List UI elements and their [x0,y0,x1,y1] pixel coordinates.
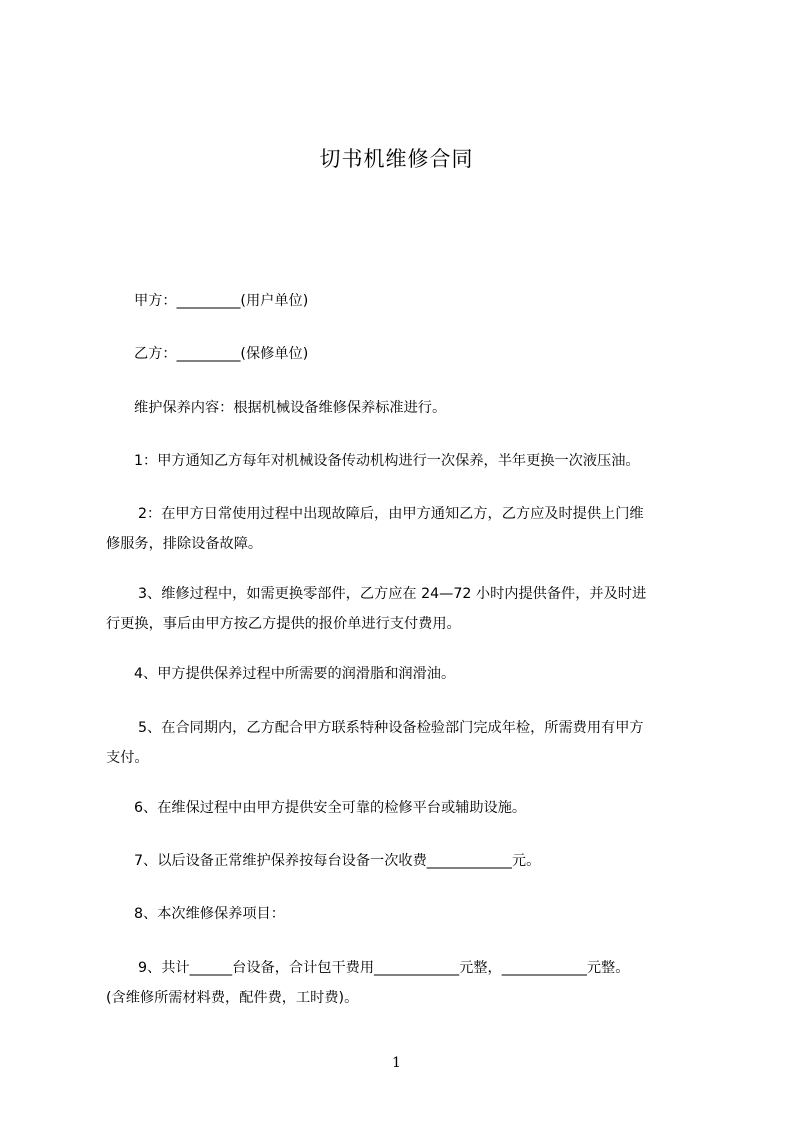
clause-7 [106,846,702,876]
content-intro [106,393,702,423]
clause-9 [106,953,702,1013]
clause-line: 3、维修过程中，如需更换零部件，乙方应在 24—72 小时内提供备件，并及时进 [138,586,647,602]
clause-line: 7、以后设备正常维护保养按每台设备一次收费____________元。 [134,853,541,869]
clause-line: 5、在合同期内，乙方配合甲方联系特种设备检验部门完成年检，所需费用有甲方 [138,720,644,736]
clause-line: 修服务，排除设备故障。 [106,536,263,552]
clause-line: 8、本次维修保养项目： [134,906,285,922]
clause-line: 6、在维保过程中由甲方提供安全可靠的检修平台或辅助设施。 [134,800,527,816]
clause-line: (含维修所需材料费，配件费，工时费)。 [106,990,359,1006]
clause-6 [106,793,702,823]
clause-line: 行更换，事后由甲方按乙方提供的报价单进行支付费用。 [106,616,461,632]
clause-line: 4、甲方提供保养过程中所需要的润滑脂和润滑油。 [134,666,456,682]
clause-line: 2：在甲方日常使用过程中出现故障后，由甲方通知乙方，乙方应及时提供上门维 [138,506,644,522]
clause-5 [106,713,702,773]
clause-line: 支付。 [106,750,149,766]
page-number: 1 [392,1055,401,1071]
party-a-line [106,286,702,316]
clause-2 [106,499,702,559]
clause-line: 1：甲方通知乙方每年对机械设备传动机构进行一次保养，半年更换一次液压油。 [134,453,640,469]
party-b-line [106,339,702,369]
party-b-text: 乙方：_________(保修单位) [134,346,309,362]
content-intro-text: 维护保养内容：根据机械设备维修保养标准进行。 [134,400,447,416]
clause-1 [106,446,702,476]
clause-3 [106,579,702,639]
clause-line: 9、共计______台设备，合计包干费用____________元整，____________元整。 [138,960,630,976]
clause-8 [106,899,702,929]
clause-4 [106,659,702,689]
document-title: 切书机维修合同 [319,147,474,171]
party-a-text: 甲方：_________(用户单位) [134,293,309,309]
